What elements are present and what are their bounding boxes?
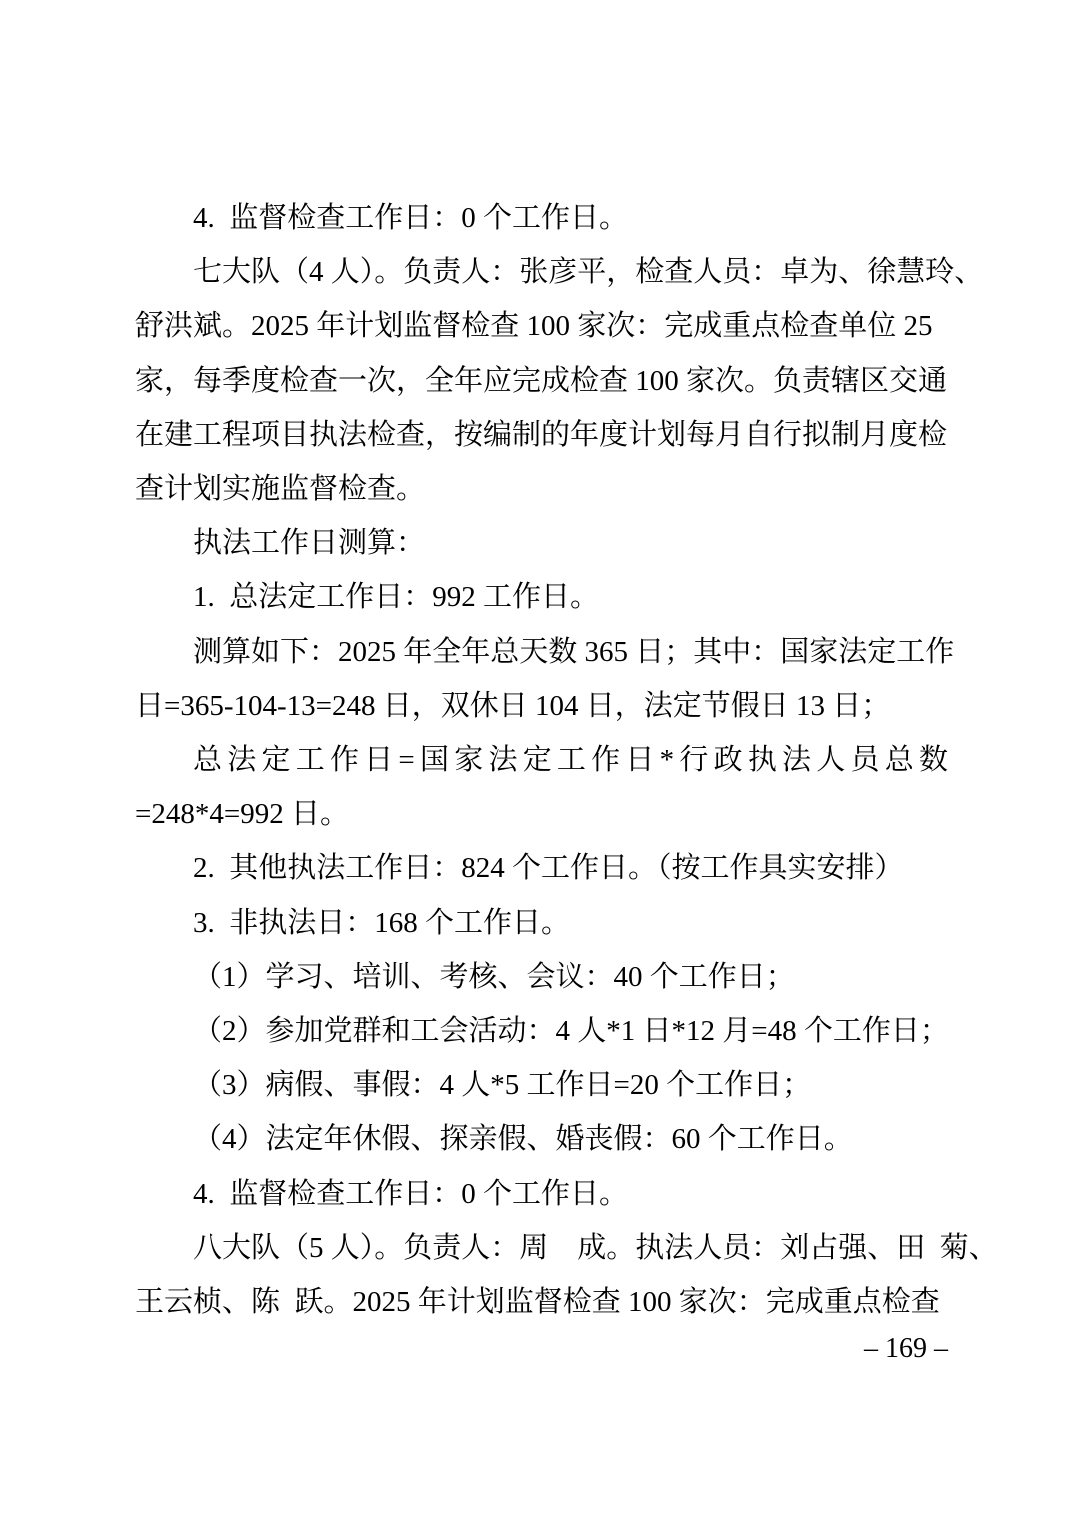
text-line: （2）参加党群和工会活动：4 人*1 日*12 月=48 个工作日； (193, 1015, 949, 1048)
text-line: 日=365-104-13=248 日，双休日 104 日，法定节假日 13 日； (135, 689, 891, 722)
text-char: 数 (918, 744, 948, 777)
text-char: 日 (364, 744, 394, 777)
text-char: 法 (227, 744, 257, 777)
text-line: 测算如下：2025 年全年总天数 365 日；其中：国家法定工作 (193, 635, 955, 668)
text-char: 人 (816, 744, 846, 777)
text-line: 4. 监督检查工作日：0 个工作日。 (193, 202, 629, 234)
text-char: 总 (884, 744, 914, 777)
text-line: 八大队（5 人）。负责人：周 成。执法人员：刘占强、田 菊、 (193, 1231, 998, 1264)
text-line: 执法工作日测算： (193, 527, 426, 560)
text-char: 日 (625, 744, 655, 777)
text-char: 作 (329, 744, 359, 777)
text-line: （1）学习、培训、考核、会议：40 个工作日； (193, 960, 795, 993)
text-line: 1. 总法定工作日：992 工作日。 (193, 581, 600, 614)
text-char: 定 (261, 744, 291, 777)
text-line: 在建工程项目执法检查，按编制的年度计划每月自行拟制月度检 (135, 418, 948, 451)
text-line: 4. 监督检查工作日：0 个工作日。 (193, 1177, 629, 1210)
text-line: （3）病假、事假：4 人*5 工作日=20 个工作日； (193, 1069, 812, 1102)
text-char: = (398, 744, 415, 777)
text-line: 查计划实施监督检查。 (135, 473, 426, 506)
text-line: 家，每季度检查一次，全年应完成检查 100 家次。负责辖区交通 (135, 364, 948, 397)
text-char: 作 (591, 744, 621, 777)
text-line: 3. 非执法日：168 个工作日。 (193, 906, 571, 939)
document-body (135, 191, 998, 1329)
text-line (193, 733, 948, 787)
text-line: 七大队（4 人）。负责人：张彦平，检查人员：卓为、徐慧玲、 (193, 256, 984, 289)
text-char: 执 (747, 744, 777, 777)
text-char: 定 (522, 744, 552, 777)
text-char: 政 (713, 744, 743, 777)
text-char: * (659, 744, 675, 777)
text-char: 总 (193, 744, 223, 777)
text-char: 国 (419, 744, 449, 777)
text-char: 法 (782, 744, 812, 777)
text-char: 家 (454, 744, 484, 777)
text-char: 法 (488, 744, 518, 777)
text-char: 行 (679, 744, 709, 777)
text-line: 王云桢、陈 跃。2025 年计划监督检查 100 家次：完成重点检查 (135, 1286, 940, 1319)
text-line: （4）法定年休假、探亲假、婚丧假：60 个工作日。 (193, 1123, 853, 1156)
text-line: 舒洪斌。2025 年计划监督检查 100 家次：完成重点检查单位 25 (135, 310, 933, 343)
text-char: 工 (556, 744, 586, 777)
text-char: 工 (295, 744, 325, 777)
text-line: 2. 其他执法工作日：824 个工作日。（按工作具实安排） (193, 852, 904, 885)
text-char: 员 (850, 744, 880, 777)
page-number: – 169 – (864, 1333, 948, 1364)
text-line: =248*4=992 日。 (135, 798, 349, 831)
